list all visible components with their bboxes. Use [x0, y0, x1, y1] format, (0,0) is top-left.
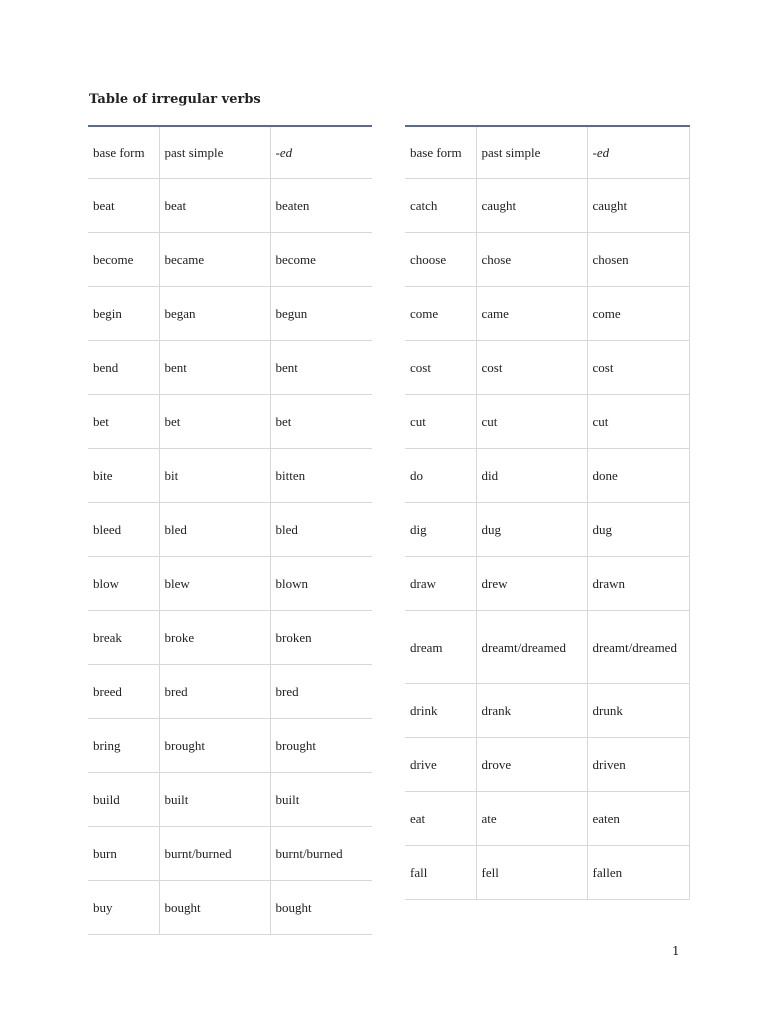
base-form-cell: buy	[88, 881, 159, 935]
base-form-cell: draw	[405, 557, 476, 611]
base-form-cell: do	[405, 449, 476, 503]
ed-form-cell: broken	[270, 611, 372, 665]
base-form-cell: break	[88, 611, 159, 665]
base-form-cell: beat	[88, 179, 159, 233]
table-row	[88, 233, 372, 287]
past-simple-cell: beat	[159, 179, 270, 233]
ed-form-cell: brought	[270, 719, 372, 773]
table-header-row	[405, 126, 689, 179]
past-simple-cell: drew	[476, 557, 587, 611]
ed-form-cell: built	[270, 773, 372, 827]
past-simple-cell: bit	[159, 449, 270, 503]
ed-form-cell: blown	[270, 557, 372, 611]
base-form-cell: blow	[88, 557, 159, 611]
ed-form-cell: fallen	[587, 846, 689, 900]
base-form-cell: eat	[405, 792, 476, 846]
past-simple-cell: bent	[159, 341, 270, 395]
ed-form-cell: drunk	[587, 684, 689, 738]
past-simple-cell: began	[159, 287, 270, 341]
table-row	[405, 738, 689, 792]
base-form-cell: breed	[88, 665, 159, 719]
table-row	[88, 557, 372, 611]
past-simple-cell: bred	[159, 665, 270, 719]
ed-form-cell: bent	[270, 341, 372, 395]
past-simple-cell: dreamt/dreamed	[476, 611, 587, 684]
ed-form-cell: eaten	[587, 792, 689, 846]
past-simple-cell: caught	[476, 179, 587, 233]
header-ed-prefix: -	[592, 145, 597, 160]
ed-form-cell: dug	[587, 503, 689, 557]
ed-form-cell: cost	[587, 341, 689, 395]
header-ed-form	[270, 126, 372, 179]
past-simple-cell: became	[159, 233, 270, 287]
table-row	[88, 341, 372, 395]
table-row	[88, 503, 372, 557]
document-title: Table of irregular verbs	[89, 92, 261, 107]
past-simple-cell: built	[159, 773, 270, 827]
table-header-row	[88, 126, 372, 179]
table-row	[405, 233, 689, 287]
table-row	[405, 179, 689, 233]
header-ed-italic: ed	[596, 145, 610, 160]
past-simple-cell: blew	[159, 557, 270, 611]
irregular-verbs-table-left	[88, 125, 372, 935]
ed-form-cell: become	[270, 233, 372, 287]
table-row	[88, 179, 372, 233]
ed-form-cell: begun	[270, 287, 372, 341]
base-form-cell: fall	[405, 846, 476, 900]
table-row	[405, 449, 689, 503]
base-form-cell: cost	[405, 341, 476, 395]
ed-form-cell: beaten	[270, 179, 372, 233]
ed-form-cell: dreamt/dreamed	[587, 611, 689, 684]
past-simple-cell: bet	[159, 395, 270, 449]
past-simple-cell: cut	[476, 395, 587, 449]
table-row	[88, 719, 372, 773]
ed-form-cell: bitten	[270, 449, 372, 503]
header-past-simple: past simple	[159, 126, 270, 179]
past-simple-cell: bled	[159, 503, 270, 557]
header-ed-italic: ed	[279, 145, 293, 160]
table-row	[405, 287, 689, 341]
header-ed-form	[587, 126, 689, 179]
base-form-cell: burn	[88, 827, 159, 881]
table-row	[405, 611, 689, 684]
base-form-cell: dig	[405, 503, 476, 557]
page-number: 1	[672, 944, 680, 958]
past-simple-cell: broke	[159, 611, 270, 665]
table-row	[88, 881, 372, 935]
table-row	[88, 287, 372, 341]
irregular-verbs-table-right	[405, 125, 690, 900]
base-form-cell: become	[88, 233, 159, 287]
past-simple-cell: chose	[476, 233, 587, 287]
table-row	[405, 684, 689, 738]
ed-form-cell: cut	[587, 395, 689, 449]
table-row	[405, 503, 689, 557]
table-body-left	[88, 179, 372, 935]
base-form-cell: bleed	[88, 503, 159, 557]
base-form-cell: drink	[405, 684, 476, 738]
ed-form-cell: drawn	[587, 557, 689, 611]
past-simple-cell: burnt/burned	[159, 827, 270, 881]
past-simple-cell: brought	[159, 719, 270, 773]
ed-form-cell: bred	[270, 665, 372, 719]
base-form-cell: bite	[88, 449, 159, 503]
past-simple-cell: drove	[476, 738, 587, 792]
header-base-form: base form	[88, 126, 159, 179]
ed-form-cell: caught	[587, 179, 689, 233]
base-form-cell: dream	[405, 611, 476, 684]
table-row	[405, 792, 689, 846]
base-form-cell: bend	[88, 341, 159, 395]
ed-form-cell: done	[587, 449, 689, 503]
base-form-cell: bring	[88, 719, 159, 773]
table-body-right	[405, 179, 689, 900]
ed-form-cell: bet	[270, 395, 372, 449]
table-row	[88, 773, 372, 827]
base-form-cell: build	[88, 773, 159, 827]
past-simple-cell: drank	[476, 684, 587, 738]
table-row	[88, 611, 372, 665]
past-simple-cell: did	[476, 449, 587, 503]
base-form-cell: catch	[405, 179, 476, 233]
table-row	[405, 846, 689, 900]
past-simple-cell: bought	[159, 881, 270, 935]
past-simple-cell: cost	[476, 341, 587, 395]
past-simple-cell: dug	[476, 503, 587, 557]
ed-form-cell: come	[587, 287, 689, 341]
table-row	[88, 395, 372, 449]
header-past-simple: past simple	[476, 126, 587, 179]
table-row	[405, 557, 689, 611]
base-form-cell: drive	[405, 738, 476, 792]
base-form-cell: come	[405, 287, 476, 341]
base-form-cell: begin	[88, 287, 159, 341]
past-simple-cell: ate	[476, 792, 587, 846]
base-form-cell: choose	[405, 233, 476, 287]
past-simple-cell: fell	[476, 846, 587, 900]
base-form-cell: bet	[88, 395, 159, 449]
table-row	[88, 827, 372, 881]
ed-form-cell: chosen	[587, 233, 689, 287]
header-base-form: base form	[405, 126, 476, 179]
base-form-cell: cut	[405, 395, 476, 449]
table-row	[88, 665, 372, 719]
past-simple-cell: came	[476, 287, 587, 341]
table-row	[405, 395, 689, 449]
ed-form-cell: burnt/burned	[270, 827, 372, 881]
ed-form-cell: bought	[270, 881, 372, 935]
ed-form-cell: driven	[587, 738, 689, 792]
table-row	[88, 449, 372, 503]
header-ed-prefix: -	[275, 145, 280, 160]
ed-form-cell: bled	[270, 503, 372, 557]
table-row	[405, 341, 689, 395]
